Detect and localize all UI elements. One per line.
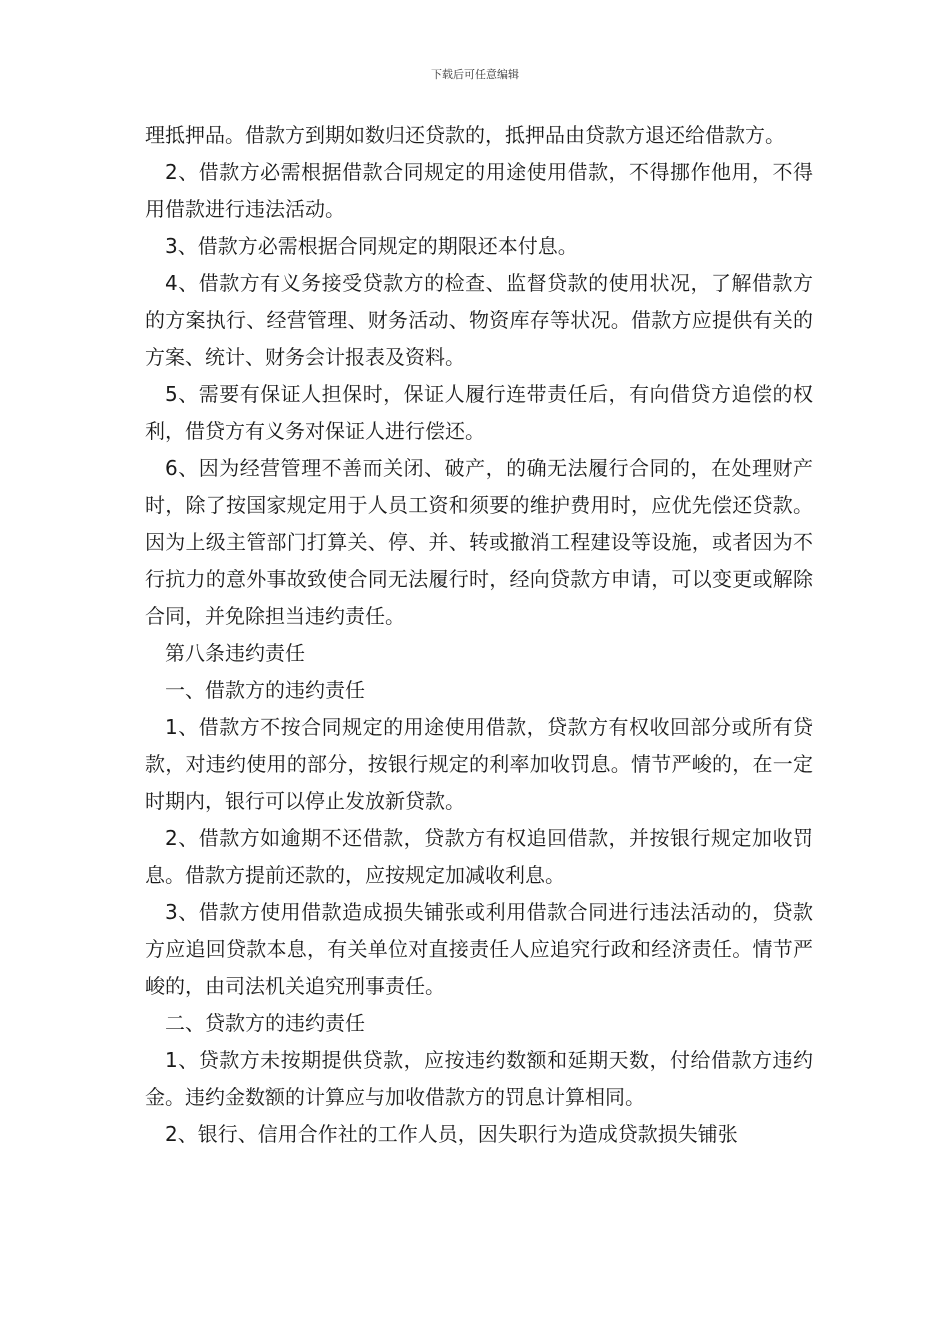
paragraph-10: 1、贷款方未按期提供贷款，应按违约数额和延期天数，付给借款方违约金。违约金数额的计算应与加收借款方的罚息计算相同。	[145, 1048, 813, 1109]
paragraph-7: 1、借款方不按合同规定的用途使用借款，贷款方有权收回部分或所有贷款，对违约使用的部分，按银行规定的利率加收罚息。情节严峻的，在一定时期内，银行可以停止发放新贷款。	[145, 715, 813, 813]
paragraph-5: 5、需要有保证人担保时，保证人履行连带责任后，有向借贷方追偿的权利，借贷方有义务对保证人进行偿还。	[145, 382, 813, 443]
paragraph-8: 2、借款方如逾期不还借款，贷款方有权追回借款，并按银行规定加收罚息。借款方提前还款的，应按规定加减收利息。	[145, 826, 813, 887]
page-header: 下载后可任意编辑	[431, 68, 519, 81]
paragraph-2: 2、借款方必需根据借款合同规定的用途使用借款，不得挪作他用，不得用借款进行违法活动。	[145, 160, 813, 221]
paragraph-1: 理抵押品。借款方到期如数归还贷款的，抵押品由贷款方退还给借款方。	[145, 123, 785, 147]
paragraph-9: 3、借款方使用借款造成损失铺张或利用借款合同进行违法活动的，贷款方应追回贷款本息，有关单位对直接责任人应追究行政和经济责任。情节严峻的，由司法机关追究刑事责任。	[145, 900, 813, 998]
subheading-borrower-liability: 一、借款方的违约责任	[165, 678, 365, 702]
document-body	[145, 117, 813, 1153]
paragraph-6: 6、因为经营管理不善而关闭、破产，的确无法履行合同的，在处理财产时，除了按国家规定用于人员工资和须要的维护费用时，应优先偿还贷款。因为上级主管部门打算关、停、并、转或撤消工程建设等设施，或者因为不行抗力的意外事故致使合同无法履行时，经向贷款方申请，可以变更或解除合同，并免除担当违约责任。	[145, 456, 813, 628]
section-heading-article-8: 第八条违约责任	[165, 641, 305, 665]
paragraph-11: 2、银行、信用合作社的工作人员，因失职行为造成贷款损失铺张	[165, 1122, 738, 1146]
paragraph-3: 3、借款方必需根据合同规定的期限还本付息。	[165, 234, 578, 258]
paragraph-4: 4、借款方有义务接受贷款方的检查、监督贷款的使用状况，了解借款方的方案执行、经营管理、财务活动、物资库存等状况。借款方应提供有关的方案、统计、财务会计报表及资料。	[145, 271, 813, 369]
subheading-lender-liability: 二、贷款方的违约责任	[165, 1011, 365, 1035]
